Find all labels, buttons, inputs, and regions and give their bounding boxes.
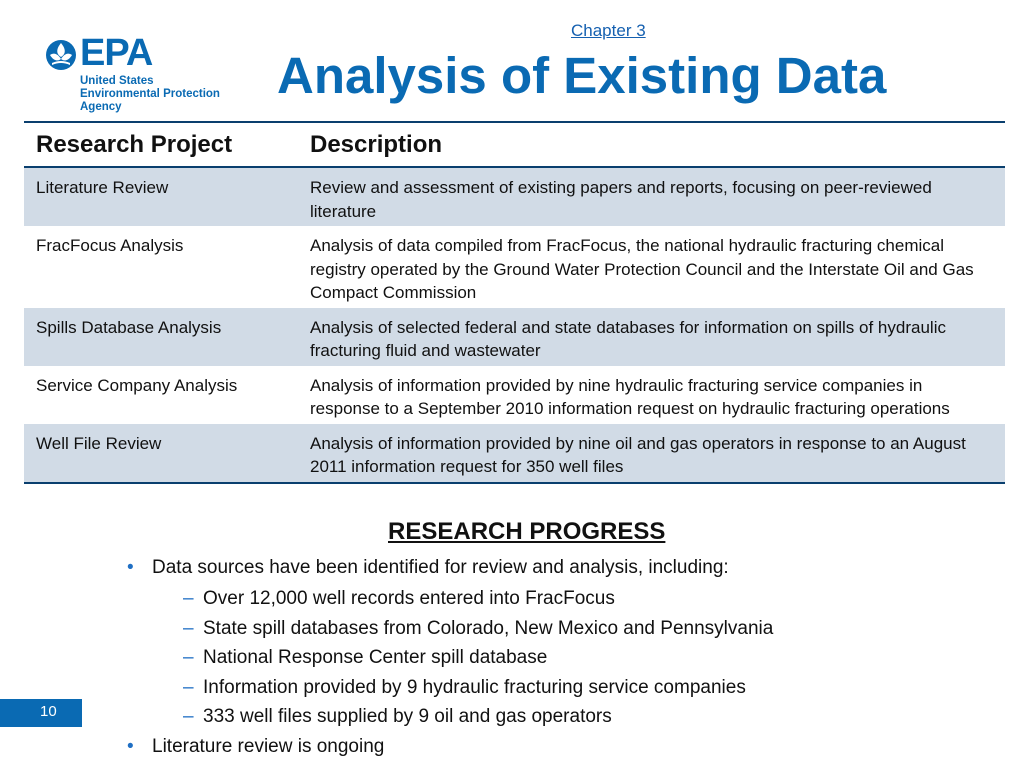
dash-icon: – (183, 647, 194, 668)
dash-icon: – (183, 588, 194, 609)
sub-list-item (183, 706, 612, 728)
chapter-link[interactable]: Chapter 3 (571, 21, 646, 40)
sub-list-item (183, 588, 615, 610)
project-cell: Spills Database Analysis (24, 308, 298, 366)
description-cell: Analysis of selected federal and state databases for information on spills of hydraulic fracturing fluid and wastewater (298, 308, 1005, 366)
epa-flower-icon (44, 38, 78, 72)
agency-line: United States (80, 75, 154, 87)
table-header-row (24, 122, 1005, 167)
table-row (24, 424, 1005, 483)
sub-list-item-text: National Response Center spill database (203, 647, 548, 668)
bullet-icon: • (127, 557, 134, 578)
table-row (24, 226, 1005, 308)
list-item-text: Literature review is ongoing (152, 736, 385, 757)
page-number: 10 (40, 703, 57, 720)
project-cell: Literature Review (24, 167, 298, 226)
agency-line: Agency (80, 101, 122, 113)
column-header-project: Research Project (24, 122, 298, 167)
sub-list-item (183, 677, 746, 699)
dash-icon: – (183, 706, 194, 727)
research-progress-heading: RESEARCH PROGRESS (388, 518, 666, 545)
sub-list-item (183, 618, 773, 640)
sub-list-item-text: Information provided by 9 hydraulic fracturing service companies (203, 677, 746, 698)
sub-list-item-text: 333 well files supplied by 9 oil and gas operators (203, 706, 612, 727)
description-cell: Analysis of information provided by nine oil and gas operators in response to an August 2011 information request for 350 well files (298, 424, 1005, 483)
bullet-icon: • (127, 736, 134, 757)
description-cell: Review and assessment of existing papers and reports, focusing on peer-reviewed literature (298, 167, 1005, 226)
dash-icon: – (183, 677, 194, 698)
project-cell: FracFocus Analysis (24, 226, 298, 308)
list-item (127, 736, 385, 758)
list-item-text: Data sources have been identified for review and analysis, including: (152, 557, 729, 578)
list-item (127, 557, 729, 579)
table-row (24, 167, 1005, 226)
sub-list-item-text: State spill databases from Colorado, New Mexico and Pennsylvania (203, 618, 774, 639)
table-row (24, 308, 1005, 366)
page-title: Analysis of Existing Data (277, 47, 887, 104)
project-cell: Service Company Analysis (24, 366, 298, 424)
page-number-badge (0, 699, 82, 727)
table-row (24, 366, 1005, 424)
project-cell: Well File Review (24, 424, 298, 483)
epa-wordmark: EPA (80, 32, 153, 74)
agency-line: Environmental Protection (80, 88, 220, 100)
column-header-description: Description (298, 122, 1005, 167)
description-cell: Analysis of information provided by nine hydraulic fracturing service companies in response to a September 2010 information request on hydraulic fracturing operations (298, 366, 1005, 424)
epa-logo (44, 32, 234, 114)
research-projects-table (24, 121, 1005, 484)
agency-name (80, 75, 220, 114)
dash-icon: – (183, 618, 194, 639)
sub-list-item (183, 647, 547, 669)
sub-list-item-text: Over 12,000 well records entered into FracFocus (203, 588, 615, 609)
description-cell: Analysis of data compiled from FracFocus, the national hydraulic fracturing chemical registry operated by the Ground Water Protection Council and the Interstate Oil and Gas Compact Commission (298, 226, 1005, 308)
